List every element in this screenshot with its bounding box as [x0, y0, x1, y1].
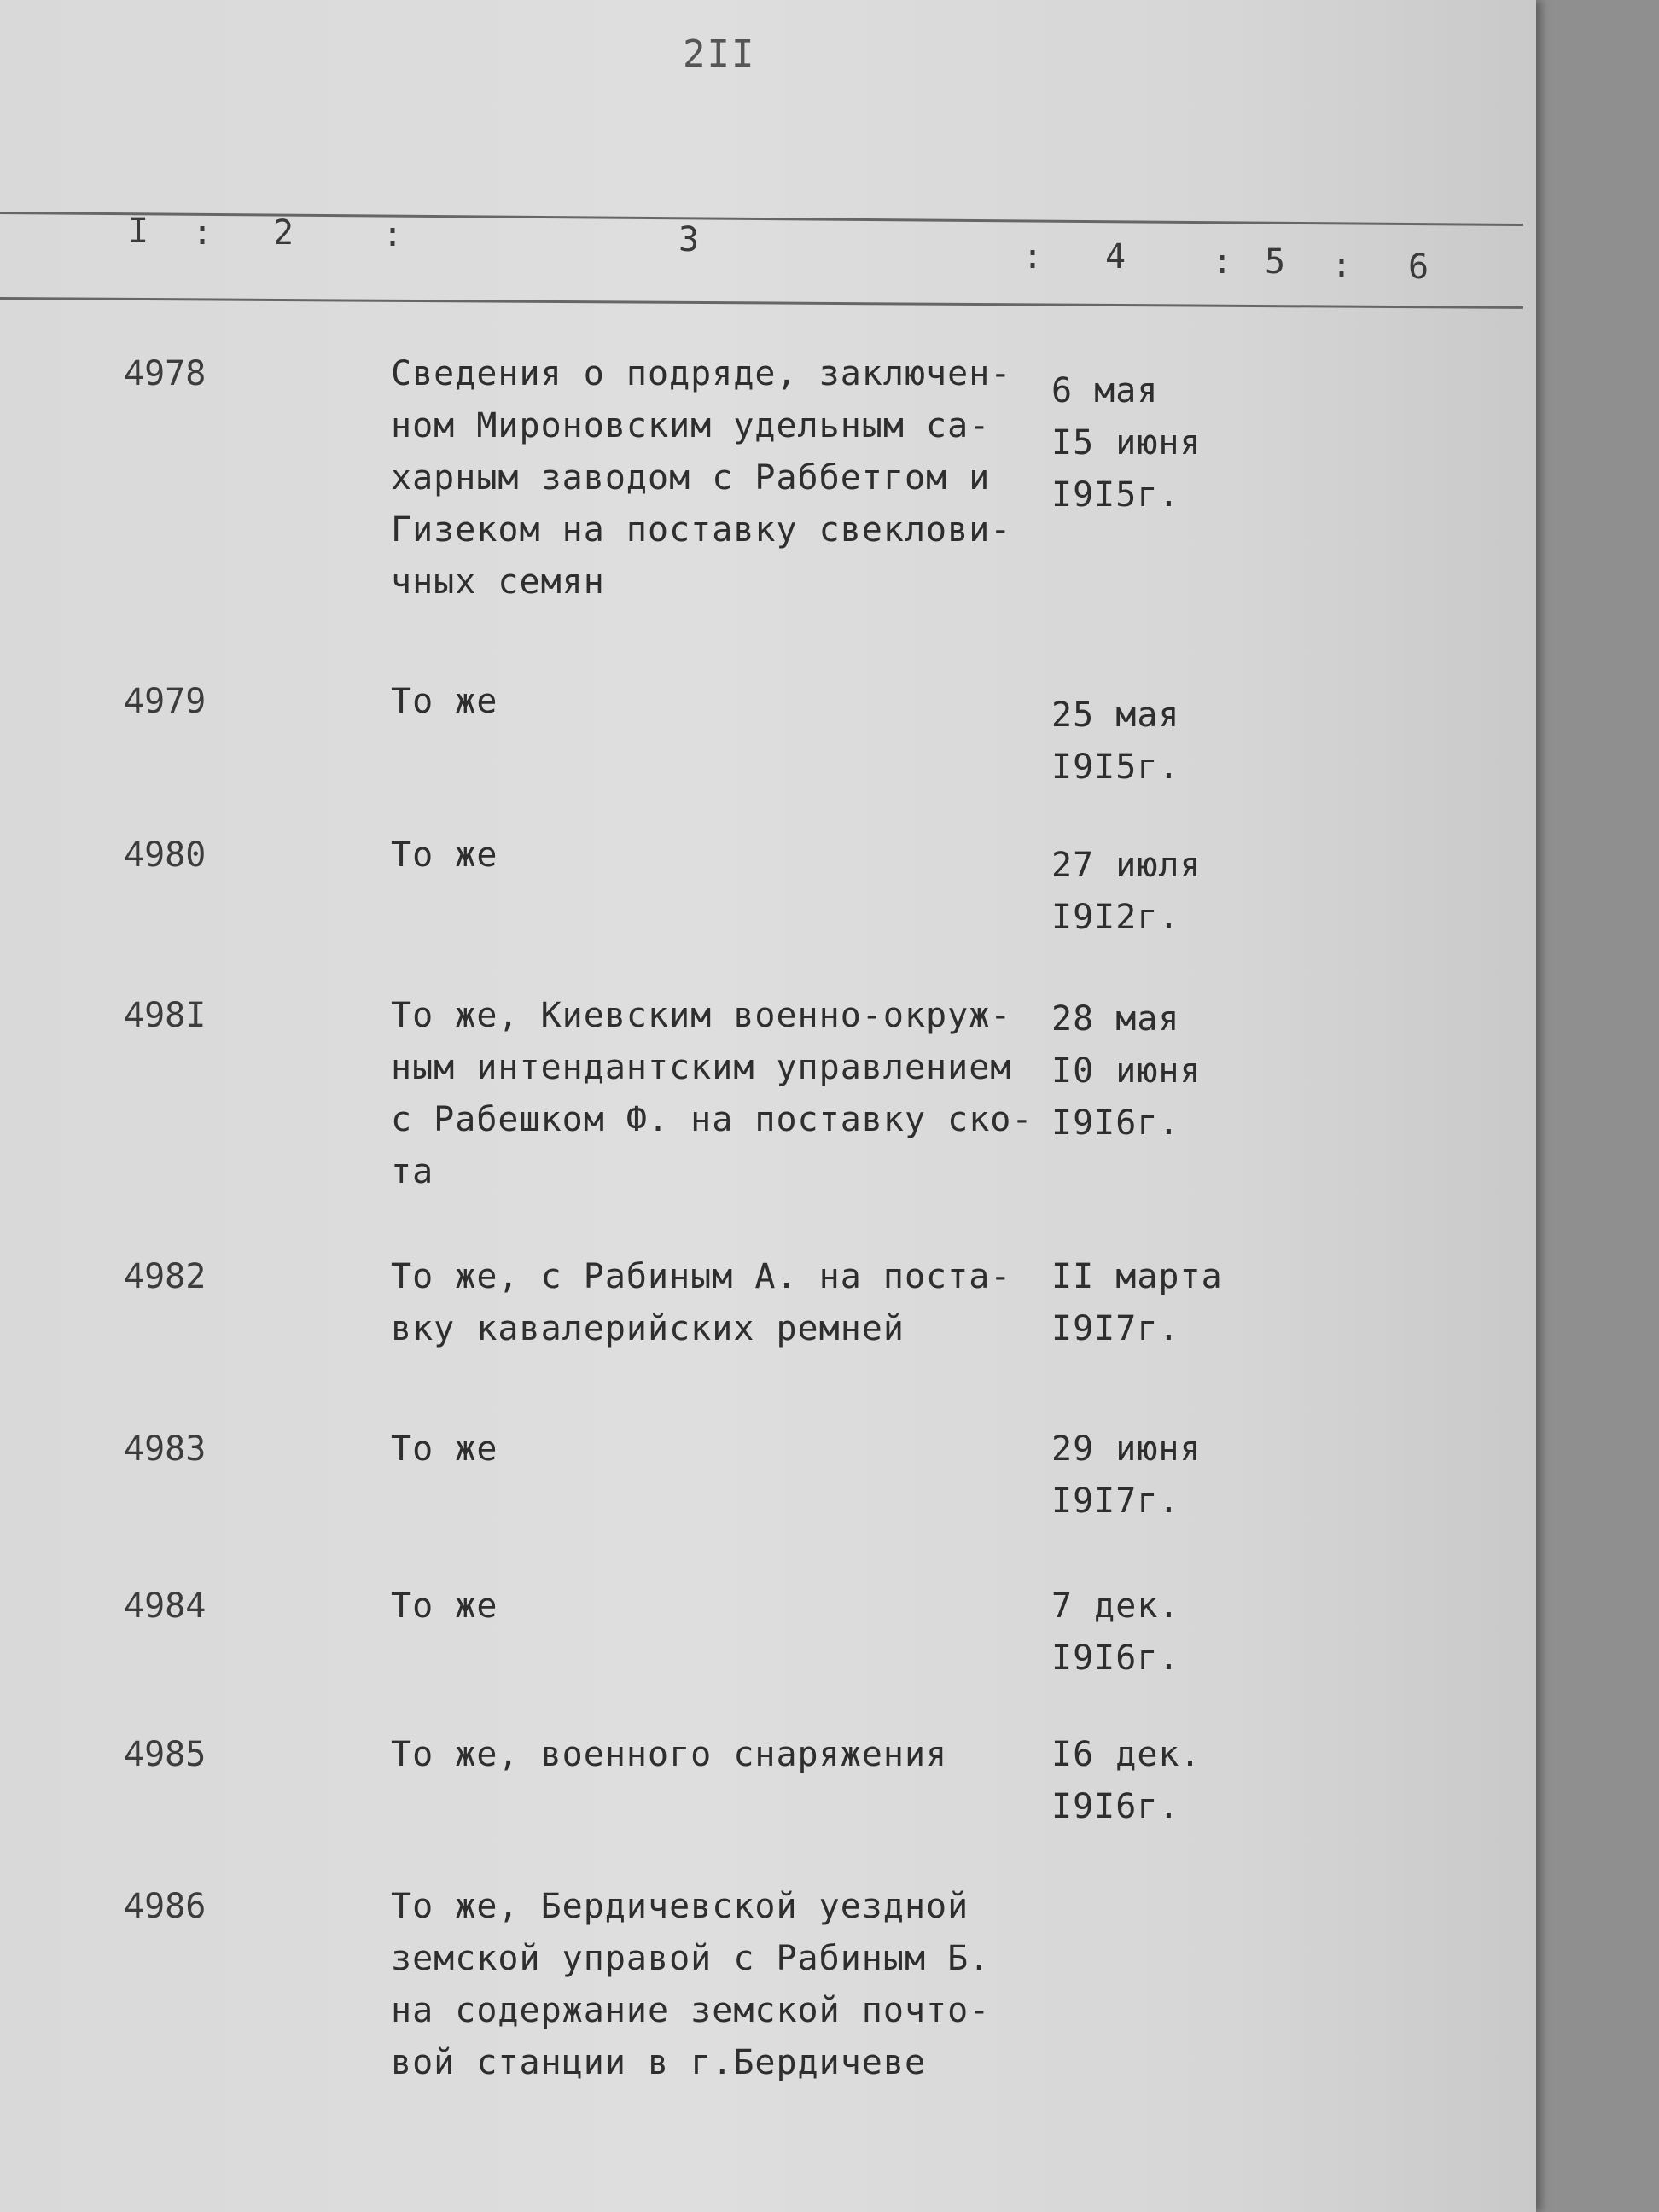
column-separator: : — [1331, 246, 1353, 285]
column-separator: : — [1212, 242, 1233, 282]
entry-dates: 28 мая I0 июня I9I6г. — [1051, 999, 1202, 1143]
entry-number: 4978 — [124, 354, 207, 393]
column-separator: : — [382, 215, 404, 254]
column-header-5: 5 — [1265, 242, 1286, 282]
page-number: 2II — [683, 32, 756, 76]
column-header-2: 2 — [273, 213, 294, 253]
entry-dates: 27 июля I9I2г. — [1051, 846, 1202, 937]
entry-number: 4986 — [124, 1887, 207, 1926]
header-top-rule — [0, 212, 1523, 226]
header-bottom-rule — [0, 297, 1523, 309]
entry-description: То же, военного снаряжения — [391, 1735, 948, 1774]
column-header-1: I — [128, 212, 149, 251]
entry-description: То же — [391, 1429, 498, 1469]
entry-dates: 7 дек. I9I6г. — [1051, 1586, 1180, 1678]
entry-number: 4983 — [124, 1429, 207, 1469]
column-separator: : — [1022, 237, 1044, 276]
entry-description: То же — [391, 682, 498, 721]
entry-description: То же, с Рабиным А. на поста- вку кавалерийских ремней — [391, 1257, 1012, 1348]
entry-description: То же — [391, 1586, 498, 1626]
column-separator: : — [192, 213, 213, 253]
entry-number: 4984 — [124, 1586, 207, 1626]
entry-dates: 25 мая I9I5г. — [1051, 696, 1180, 787]
column-header-6: 6 — [1408, 247, 1429, 287]
entry-description: То же, Бердичевской уездной земской управой с Рабиным Б. на содержание земской почто- вой станции в г.Бердичеве — [391, 1887, 991, 2082]
entry-number: 4979 — [124, 682, 207, 721]
entry-description: То же, Киевским военно-окруж- ным интендантским управлением с Рабешком Ф. на поставку ско- та — [391, 996, 1033, 1191]
column-header-4: 4 — [1105, 237, 1126, 276]
entry-number: 4985 — [124, 1735, 207, 1774]
entry-dates: 29 июня I9I7г. — [1051, 1429, 1202, 1521]
entry-dates: 6 мая I5 июня I9I5г. — [1051, 371, 1202, 515]
entry-number: 4982 — [124, 1257, 207, 1296]
entry-dates: I6 дек. I9I6г. — [1051, 1735, 1202, 1826]
column-header-3: 3 — [678, 220, 700, 259]
entry-description: Сведения о подряде, заключен- ном Мироновским удельным са- харным заводом с Раббетгом и Гизеком на поставку свеклови- чных семян — [391, 354, 1012, 602]
entry-number: 498I — [124, 996, 207, 1035]
entry-description: То же — [391, 835, 498, 875]
entry-dates: II марта I9I7г. — [1051, 1257, 1223, 1348]
entry-number: 4980 — [124, 835, 207, 875]
